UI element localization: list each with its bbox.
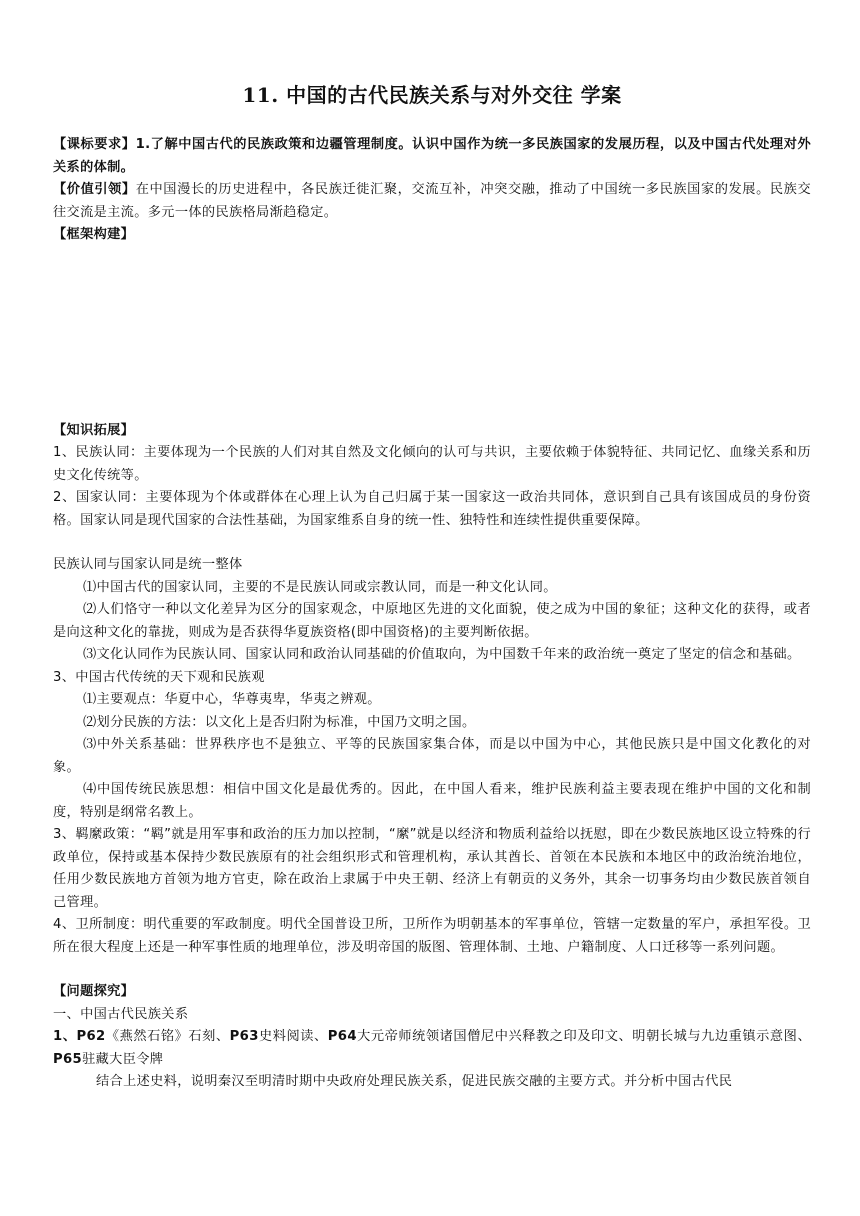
unity-point-1: ⑴中国古代的国家认同，主要的不是民族认同或宗教认同，而是一种文化认同。 — [83, 579, 557, 595]
q1-source-text: 大元帝师统领诸国僧尼中兴释教之印及印文、明朝长城与九边重镇示意图、 — [356, 1029, 811, 1044]
value-guidance-tag: 【价值引领】 — [53, 182, 136, 197]
value-guidance — [53, 179, 811, 224]
tianxia-point-1: ⑴主要观点：华夏中心，华尊夷卑，华夷之辨观。 — [83, 692, 381, 707]
framework-heading: 【框架构建】 — [53, 227, 135, 242]
tianxia-point-3: ⑶中外关系基础：世界秩序也不是独立、平等的民族国家集合体，而是以中国为中心，其他民族只是中国文化教化的对象。 — [53, 737, 811, 775]
knowledge-item-national-identity: 2、国家认同：主要体现为个体或群体在心理上认为自己归属于某一国家这一政治共同体，意识到自己具有该国成员的身份资格。国家认同是现代国家的合法性基础，为国家维系自身的统一性、独特性和连续性提供重要保障。 — [53, 490, 811, 528]
curriculum-requirement-tag: 【课标要求】 — [53, 137, 136, 152]
unity-point-3: ⑶文化认同作为民族认同、国家认同和政治认同基础的价值取向，为中国数千年来的政治统一奠定了坚定的信念和基础。 — [83, 647, 801, 662]
q1-page-ref: P63 — [229, 1029, 259, 1044]
curriculum-requirement — [53, 134, 811, 179]
tianxia-heading: 3、中国古代传统的天下观和民族观 — [53, 669, 265, 685]
inquiry-section-title: 一、中国古代民族关系 — [53, 1006, 189, 1022]
inquiry-heading: 【问题探究】 — [53, 984, 135, 999]
framework-blank-area — [53, 247, 811, 420]
knowledge-heading: 【知识拓展】 — [53, 422, 135, 438]
spacer — [53, 532, 811, 554]
q1-number: 1、 — [53, 1029, 77, 1044]
jimi-policy: 3、羁縻政策：“羁”就是用军事和政治的压力加以控制，“縻”就是以经济和物质利益给以抚慰，即在少数民族地区设立特殊的行政单位，保持或基本保持少数民族原有的社会组织形式和管理机构，承认其酋长、首领在本民族和本地区中的政治统治地位，任用少数民族地方首领为地方官吏，除在政治上隶属于中央王朝、经济上有朝贡的义务外，其余一切事务均由少数民族首领自己管理。 — [53, 827, 811, 910]
inquiry-question-1 — [53, 1026, 811, 1071]
q1-page-ref: P65 — [53, 1051, 83, 1067]
curriculum-requirement-text: 1.了解中国古代的民族政策和边疆管理制度。认识中国作为统一多民族国家的发展历程，以及中国古代处理对外关系的体制。 — [53, 137, 811, 175]
spacer — [53, 959, 811, 981]
unity-heading: 民族认同与国家认同是统一整体 — [53, 557, 243, 572]
knowledge-item-ethnic-identity: 1、民族认同：主要体现为一个民族的人们对其自然及文化倾向的认可与共识，主要依赖于体貌特征、共同记忆、血缘关系和历史文化传统等。 — [53, 445, 811, 483]
weisuo-system: 4、卫所制度：明代重要的军政制度。明代全国普设卫所，卫所作为明朝基本的军事单位，管辖一定数量的军户，承担军役。卫所在很大程度上还是一种军事性质的地理单位，涉及明帝国的版图、管理体制、土地、户籍制度、人口迁移等一系列问题。 — [53, 917, 811, 955]
q1-page-ref: P62 — [76, 1029, 106, 1044]
unity-point-2: ⑵人们恪守一种以文化差异为区分的国家观念，中原地区先进的文化面貌，使之成为中国的象征；这种文化的获得，或者是向这种文化的靠拢，则成为是否获得华夏族资格(即中国资格)的主要判断依据。 — [53, 602, 811, 640]
q1-source-text: 驻藏大臣令牌 — [82, 1051, 164, 1067]
inquiry-question-1-task: 结合上述史料，说明秦汉至明清时期中央政府处理民族关系，促进民族交融的主要方式。并分析中国古代民 — [96, 1074, 733, 1089]
q1-page-ref: P64 — [327, 1029, 357, 1044]
q1-source-text: 《燕然石铭》石刻、 — [105, 1029, 230, 1044]
q1-source-text: 史料阅读、 — [258, 1029, 328, 1044]
page-title: 11. 中国的古代民族关系与对外交往 学案 — [242, 83, 622, 107]
document-page — [53, 74, 811, 1094]
tianxia-point-2: ⑵划分民族的方法：以文化上是否归附为标准，中国乃文明之国。 — [83, 714, 476, 730]
tianxia-point-4: ⑷中国传统民族思想：相信中国文化是最优秀的。因此，在中国人看来，维护民族利益主要表现在维护中国的文化和制度，特别是纲常名教上。 — [53, 782, 811, 820]
value-guidance-text: 在中国漫长的历史进程中，各民族迁徙汇聚，交流互补，冲突交融，推动了中国统一多民族国家的发展。民族交往交流是主流。多元一体的民族格局渐趋稳定。 — [53, 182, 811, 220]
